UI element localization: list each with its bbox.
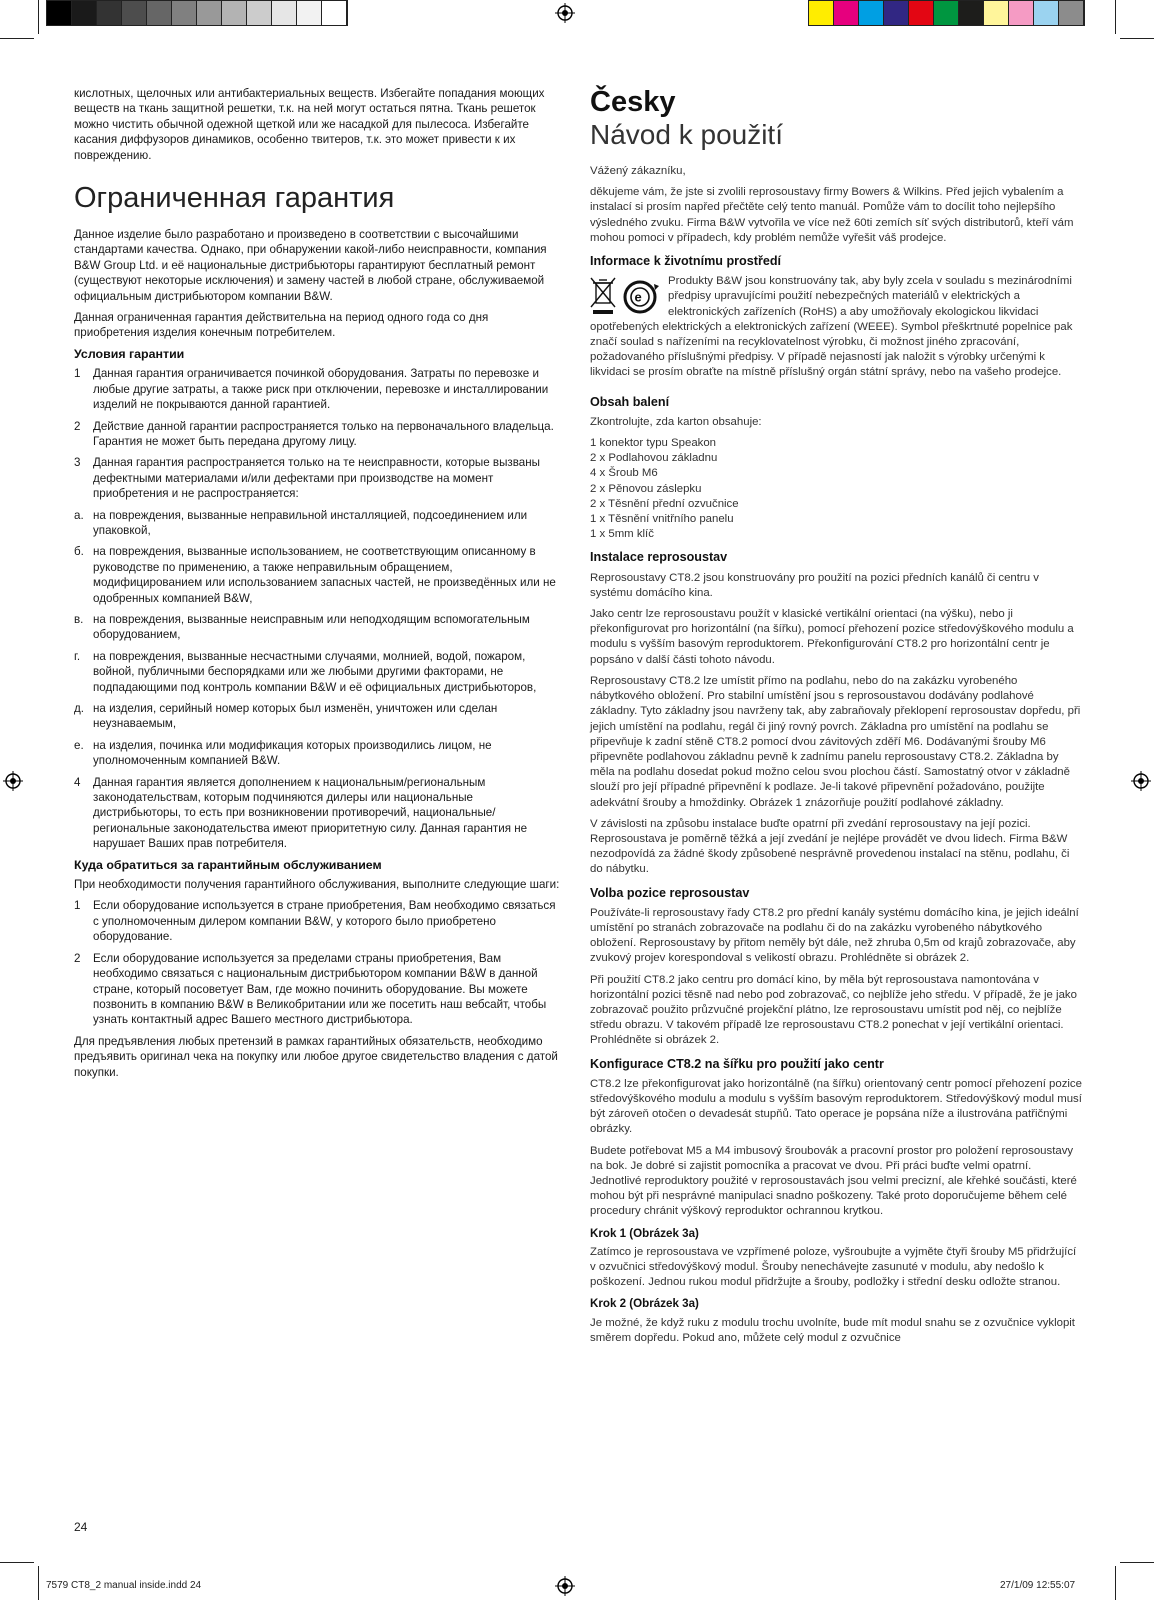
intro-paragraph: děkujeme vám, že jste si zvolili reprosoustavy firmy Bowers & Wilkins. Před jejich vybalením a instalací si prosím napřed přečtěte celý tento manuál. Pomůže vám to docílit toho nejlepšího výsledného zvuku. Firma B&W vytvořila ve více než 60ti zemích síť svých distributorů, kteří vám mohou pomoci v případech, kdy problém nemůže vyřešit váš prodejce. [590, 186, 1074, 244]
left-column [74, 86, 560, 1086]
list-marker: а. [74, 508, 84, 522]
condition-item [74, 455, 560, 501]
package-item: 1 x 5mm klíč [590, 528, 654, 541]
step-2-heading: Krok 2 (Obrázek 3a) [590, 1297, 699, 1311]
list-text: на изделия, серийный номер которых был изменён, уничтожен или сделан неузнаваемым, [93, 702, 498, 731]
bin-bar-icon [593, 310, 613, 314]
service-intro: При необходимости получения гарантийного обслуживания, выполните следующие шаги: [74, 878, 560, 892]
color-swatch [97, 1, 122, 25]
list-marker: б. [74, 545, 84, 559]
condition-item [74, 612, 560, 643]
list-marker: 1 [74, 367, 81, 381]
positioning-heading: Volba pozice reprosoustav [590, 885, 750, 900]
list-text: на повреждения, вызванные несчастными случаями, молнией, водой, пожаром, войной, публичными беспорядками или же любыми другими факторами, не подпадающими под контроль компании B&W и её официальных дистрибьюторов, [93, 649, 537, 694]
service-step-item [74, 898, 560, 944]
step-1-heading: Krok 1 (Obrázek 3a) [590, 1226, 699, 1240]
configuration-heading: Konfigurace CT8.2 na šířku pro použití jako centr [590, 1056, 884, 1071]
list-marker: г. [74, 649, 81, 663]
color-swatch [934, 1, 959, 25]
list-text: Если оборудование используется за пределами страны приобретения, Вам необходимо связаться с национальным дистрибьютором компании B&W в данной стране, который посоветует Вам, где можно починить оборудование. Вы можете позвонить в компанию B&W в Великобритании или же посетить наш вебсайт, чтобы узнать контактный адрес Вашего местного дистрибьютора. [93, 951, 547, 1027]
condition-item [74, 649, 560, 695]
package-item: 2 x Těsnění přední ozvučnice [590, 497, 739, 510]
registration-mark-icon [3, 771, 23, 791]
color-swatch [984, 1, 1009, 25]
condition-item [74, 544, 560, 606]
list-text: Данная гарантия ограничивается починкой оборудования. Затраты по перевозке и любые другие затраты, а также риск при отключении, перевозке и инсталлировании изделий не покрываются данной гарантией. [93, 367, 549, 412]
manual-subtitle: Návod k použití [590, 119, 783, 150]
color-swatch [297, 1, 322, 25]
package-contents-list [590, 436, 1082, 542]
installation-paragraph: Reprosoustavy CT8.2 jsou konstruovány pro použití na pozici předních kanálů či centru v systému domácího kina. [590, 571, 1039, 599]
page-number: 24 [74, 1520, 88, 1534]
conditions-heading: Условия гарантии [74, 346, 185, 361]
registration-mark-icon [555, 3, 575, 23]
service-steps-list [74, 898, 560, 1027]
weee-rohs-icon [590, 276, 662, 316]
package-item: 4 x Šroub M6 [590, 467, 658, 480]
registration-mark-icon [1131, 771, 1151, 791]
color-swatch [72, 1, 97, 25]
package-heading: Obsah balení [590, 394, 670, 409]
color-swatch [884, 1, 909, 25]
list-text: на повреждения, вызванные неправильной инсталляцией, подсоединением или упаковкой, [93, 508, 528, 537]
positioning-paragraph: Při použití CT8.2 jako centru pro domácí kino, by měla být reprosoustava namontována v horizontální pozici těsně nad nebo pod zobrazovač, co nejblíže jeho středu. V případě, že je jako zobrazovač použito průzvučné projekční plátno, lze reprosoustavu umístit pod něj, co nejblíže středu obrazu. V takovém případě lze reprosoustavu CT8.2 ponechat v její vertikální orientaci. Prohlédněte si obrázek 2. [590, 973, 1077, 1047]
color-swatch [272, 1, 297, 25]
list-marker: 4 [74, 775, 81, 789]
environment-heading: Informace k životnímu prostředí [590, 254, 782, 269]
configuration-paragraph: CT8.2 lze překonfigurovat jako horizontálně (na šířku) orientovaný centr pomocí přehození pozice středovýškového modulu a modulu s vyšším basovým reproduktorem. Středovýškový modul musí být zároveň otočen o devadesát stupňů. Tato operace je popsána níže a ilustrována patřičnými obrázky. [590, 1077, 1082, 1136]
color-swatch [959, 1, 984, 25]
color-swatch [859, 1, 884, 25]
conditions-list [74, 366, 560, 851]
configuration-paragraph: Budete potřebovat M5 a M4 imbusový šroubovák a pracovní prostor pro položení reprosoustavy na bok. Je dobré si zajistit pomocníka a pracovat ve dvou. Při práci buďte velmi opatrní. Jednotlivé reproduktory použité v reprosoustavách jsou velmi precizní, ale křehké součásti, které mohou být při nesprávné manipulaci snadno poškozeny. Také proto doporučujeme během celé procedury chránit výškový reproduktor ochrannou krytkou. [590, 1144, 1077, 1218]
grayscale-color-bar [46, 0, 348, 26]
color-swatch [809, 1, 834, 25]
package-item: 1 konektor typu Speakon [590, 437, 717, 450]
condition-item [74, 366, 560, 412]
positioning-paragraph: Používáte-li reprosoustavy řady CT8.2 pro přední kanály systému domácího kina, je jejich ideální umístění po stranách zobrazovače na podlahu či do na zakázku vyrobeného nábytkového obložení. Reprosoustavy by přitom neměly být dále, než zhruba 0,5m od krajů zobrazovače, aby zvukový projev korespondoval s velikostí obrazu. Prohlédněte si obrázek 2. [590, 906, 1079, 965]
package-item: 2 x Pěnovou záslepku [590, 482, 702, 495]
color-swatch [122, 1, 147, 25]
condition-item [74, 738, 560, 769]
list-text: Если оборудование используется в стране приобретения, Вам необходимо связаться с уполномоченным дилером компании B&W, у которого было приобретено оборудование. [93, 899, 556, 944]
list-marker: д. [74, 702, 84, 715]
list-marker: е. [74, 738, 84, 752]
environment-text: Produkty B&W jsou konstruovány tak, aby byly zcela v souladu s mezinárodními předpisy upravujícími použití nebezpečných materiálů v elektrických a elektronických zařízeních (RoHS) a aby umožňovaly ekologickou likvidaci opotřebených elektrických a elektronických zařízení (WEEE). Symbol přeškrtnuté popelnice pak značí soulad s nařízeními na recyklovatelnost výrobku, či možnost jiného zpracování, požadovaného příslušnými předpisy. V případě nejasností jak naložit s výrobky určenými k likvidaci se prosím obraťte na místně příslušný orgán státní správy, nebo na vašeho prodejce. [590, 275, 1073, 379]
list-marker: в. [74, 612, 84, 626]
color-swatch [222, 1, 247, 25]
svg-text:e: e [634, 289, 642, 305]
crossed-bin-icon [591, 278, 615, 307]
list-text: Действие данной гарантии распространяется только на первоначального владельца. Гарантия не может быть передана другому лицу. [93, 419, 554, 448]
process-color-bar [808, 0, 1085, 26]
package-item: 2 x Podlahovou základnu [590, 452, 718, 465]
list-text: на повреждения, вызванные неисправным или неподходящим вспомогательным оборудованием, [93, 612, 530, 642]
color-swatch [247, 1, 272, 25]
installation-paragraph: V závislosti na způsobu instalace buďte opatrní při zvedání reprosoustavy na její pozici. Reprosoustava je poměrně těžká a její zvedání je nejlépe provádět ve dvou lidech. Firma B&W nezodpovídá za žádné škody způsobené nesprávně provedenou instalací na stěnu, podlahu, či do nábytku. [590, 817, 1070, 876]
registration-mark-icon [555, 1576, 575, 1596]
installation-paragraph: Jako centr lze reprosoustavu použít v klasické vertikální orientaci (na výšku), nebo ji překonfigurovat pro horizontální (na šířku), pomocí přehození pozice středovýškového modulu a modulu s vyšším basovým reproduktorem. Překonfigurování CT8.2 pro horizontální centr je popsáno v další části tohoto návodu. [590, 608, 1074, 666]
condition-item [74, 701, 560, 732]
list-marker: 2 [74, 951, 81, 965]
slug-filename: 7579 CT8_2 manual inside.indd 24 [46, 1580, 202, 1591]
color-swatch [322, 1, 347, 25]
service-step-item [74, 951, 560, 1028]
warranty-paragraph: Данная ограниченная гарантия действительна на период одного года со дня приобретения изделия конечным потребителем. [74, 311, 489, 340]
salutation: Vážený zákazníku, [590, 165, 686, 177]
warranty-closing: Для предъявления любых претензий в рамках гарантийных обязательств, необходимо предъявить оригинал чека на покупку или любое другое свидетельство владения с датой покупки. [74, 1034, 558, 1079]
list-text: Данная гарантия является дополнением к национальным/региональным законодательствам, которым подчиняются дилеры или национальные дистрибьюторы, то есть при возникновении противоречий, национальные/региональные законодательства имеют приоритетную силу. Данная гарантия не нарушает Ваших прав потребителя. [93, 775, 528, 851]
recycle-e-icon [625, 282, 659, 312]
color-swatch [909, 1, 934, 25]
color-swatch [1009, 1, 1034, 25]
step-2-text: Je možné, že když ruku z modulu trochu uvolníte, bude mít modul snahu se z ozvučnice vyklopit směrem dopředu. Pokud ano, můžete celý modul z ozvučnice [590, 1316, 1075, 1344]
color-swatch [197, 1, 222, 25]
slug-timestamp: 27/1/09 12:55:07 [1000, 1580, 1076, 1591]
package-item: 1 x Těsnění vnitřního panelu [590, 513, 734, 526]
cleaning-intro: кислотных, щелочных или антибактериальных веществ. Избегайте попадания моющих веществ на ткань защитной решетки, т.к. на ней могут остаться пятна. Ткань решеток можно чистить обычной одежной щеткой или же насадкой для пылесоса. Избегайте касания диффузоров динамиков, особенно твитеров, т.к. это может привести к их повреждению. [74, 87, 545, 162]
list-text: на повреждения, вызванные использованием, не соответствующим описанному в руководстве по применению, а также неправильным обращением, модифицированием или использованием запасных частей, не произведённых или не одобренных компанией B&W, [93, 545, 556, 605]
warranty-paragraph: Данное изделие было разработано и произведено в соответствии с высочайшими стандартами качества. Однако, при обнаружении какой-либо неисправности, компания B&W Group Ltd. и её национальные дистрибьюторы гарантируют бесплатный ремонт (существуют некоторые исключения) и замену частей в любой стране, обслуживаемой официальным дистрибьютором компании B&W. [74, 228, 547, 303]
color-swatch [1034, 1, 1059, 25]
list-marker: 2 [74, 419, 81, 433]
color-swatch [172, 1, 197, 25]
color-swatch [147, 1, 172, 25]
package-intro: Zkontrolujte, zda karton obsahuje: [590, 415, 762, 428]
language-title: Česky [590, 86, 676, 118]
right-column [590, 86, 1082, 1352]
color-swatch [834, 1, 859, 25]
list-marker: 3 [74, 456, 81, 470]
warranty-title: Ограниченная гарантия [74, 182, 395, 215]
step-1-text: Zatímco je reprosoustava ve vzpřímené poloze, vyšroubujte a vyjměte čtyři šrouby M5 přidržující v ozvučnici středovýškový modul. Šrouby nenechávejte zasunuté v modulu, aby nedošlo k poškození. Jednou rukou modul přidržujte a šrouby, podložky i střední desku odložte stranou. [590, 1245, 1077, 1289]
installation-paragraph: Reprosoustavy CT8.2 lze umístit přímo na podlahu, nebo do na zakázku vyrobeného nábytkového obložení. Pro stabilní umístění jsou s reprosoustavou dodávány podlahové základny. Tyto základny jsou navrženy tak, aby zabraňovaly překlopení reprosoustav dopředu, při jejich umístění na podlahu, regál či jiný rovný povrch. Základna pro umístění na podlahu se připevňuje k zadní stěně CT8.2 pomocí dvou závitových zděří M6. Dodávanými šrouby M6 připevněte podlahovou základnu pevně k zadnímu panelu reprosoustavy CT8.2. Základna by měla na podlahu dosedat pokud možno celou svou plochou částí. Samostatný otvor v základně slouží pro její případné připevnění k podlaze. Je-li takové připevnění požadováno, použijte adekvátní šrouby a hmoždinky. Obrázek 1 znázorňuje použití podlahové základny. [590, 674, 1081, 809]
condition-item [74, 508, 560, 539]
list-text: Данная гарантия распространяется только на те неисправности, которые вызваны дефектными материалами и/или дефектами при производстве на момент приобретения и не распространяется: [93, 456, 540, 501]
list-marker: 1 [74, 899, 81, 913]
condition-item [74, 775, 560, 852]
color-swatch [47, 1, 72, 25]
color-swatch [1059, 1, 1084, 25]
condition-item [74, 419, 560, 450]
installation-heading: Instalace reprosoustav [590, 550, 728, 565]
service-heading: Куда обратиться за гарантийным обслуживанием [74, 857, 382, 872]
list-text: на изделия, починка или модификация которых производились лицом, не уполномоченным компанией B&W. [93, 738, 492, 768]
